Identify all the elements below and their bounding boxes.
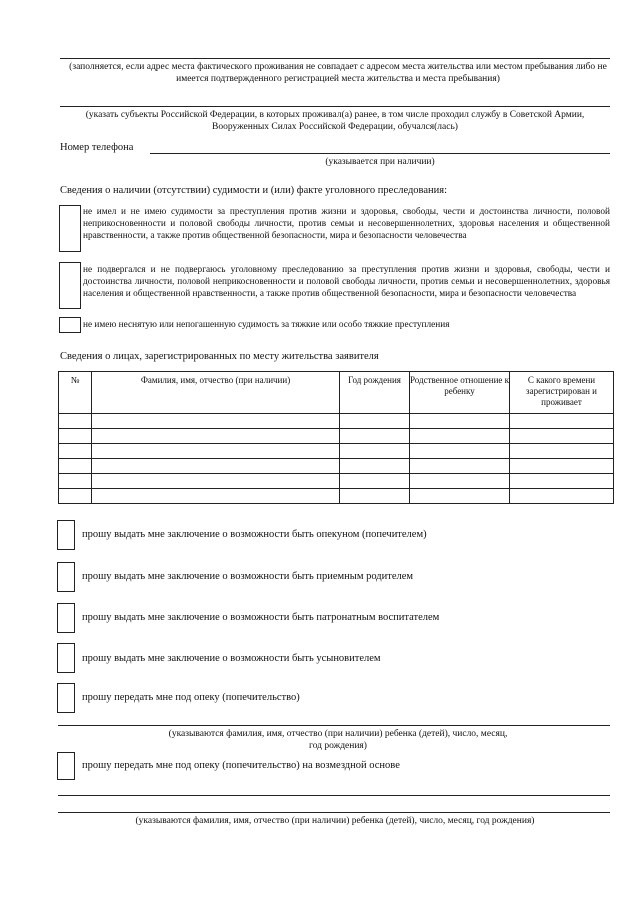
subjects-line[interactable] [60,106,610,107]
request-checkbox-foster[interactable] [57,562,75,592]
phone-caption: (указывается при наличии) [325,157,435,167]
table-header-row [59,372,614,414]
table-row [59,429,614,444]
request-checkbox-custody[interactable] [57,683,75,713]
table-cell[interactable] [410,474,510,489]
table-cell[interactable] [92,489,340,504]
request-checkbox-patronage[interactable] [57,603,75,633]
table-cell[interactable] [340,474,410,489]
table-row [59,444,614,459]
request-checkbox-guardian[interactable] [57,520,75,550]
table-cell[interactable] [510,429,614,444]
column-header-birth-year: Год рождения [340,372,410,414]
request-foster-text: прошу выдать мне заключение о возможности быть приемным родителем [82,571,414,582]
criminal-option-2: не подвергался и не подвергаюсь уголовному преследованию за преступления против жизни и здоровья, свободы, чести и достоинства личности, половой неприкосновенности и половой свободы личности, против семьи и несовершеннолетних, здоровья населения и общественной нравственности, а также против общественной безопасности, мира и безопасности человечества [83,265,610,299]
subjects-caption: (указать субъекты Российской Федерации, в которых проживал(а) ранее, в том числе проходил службу в Советской Армии, Вооруженных Силах Российской Федерации, обучался(лась) [85,110,585,132]
request-guardian-text: прошу выдать мне заключение о возможности быть опекуном (попечителем) [82,529,427,540]
table-row [59,459,614,474]
persons-heading: Сведения о лицах, зарегистрированных по месту жительства заявителя [60,351,379,362]
child-info-caption-1: (указываются фамилия, имя, отчество (при наличии) ребенка (детей), число, месяц, год рождения) [168,729,508,751]
table-cell[interactable] [340,444,410,459]
column-header-number: № [59,372,92,414]
table-cell[interactable] [410,489,510,504]
column-header-registered-since: С какого времени зарегистрирован и проживает [510,372,614,414]
table-cell[interactable] [59,459,92,474]
table-cell[interactable] [59,444,92,459]
table-cell[interactable] [92,474,340,489]
table-cell[interactable] [340,429,410,444]
table-cell[interactable] [59,429,92,444]
criminal-checkbox-2[interactable] [59,262,81,309]
criminal-option-1: не имел и не имею судимости за преступления против жизни и здоровья, свободы, чести и достоинства личности, половой неприкосновенности и половой свободы личности, против семьи и несовершеннолетних, здоровья населения и общественной нравственности, а также против общественной безопасности, мира и безопасности человечества [83,207,610,241]
column-header-relation: Родственное отношение к ребенку [410,372,510,414]
persons-table [58,371,614,504]
table-cell[interactable] [92,459,340,474]
table-row [59,489,614,504]
column-header-name: Фамилия, имя, отчество (при наличии) [92,372,340,414]
table-cell[interactable] [59,489,92,504]
child-info-line-1[interactable] [58,725,610,726]
criminal-checkbox-3[interactable] [59,317,81,333]
criminal-option-3: не имею неснятую или непогашенную судимость за тяжкие или особо тяжкие преступления [83,320,450,330]
child-info-line-2a[interactable] [58,795,610,796]
table-cell[interactable] [410,444,510,459]
table-cell[interactable] [92,429,340,444]
table-cell[interactable] [92,414,340,429]
table-cell[interactable] [410,414,510,429]
table-cell[interactable] [510,414,614,429]
table-row [59,474,614,489]
table-cell[interactable] [510,444,614,459]
table-cell[interactable] [340,414,410,429]
table-cell[interactable] [510,474,614,489]
table-cell[interactable] [510,459,614,474]
residence-address-line[interactable] [60,58,610,59]
request-paid-custody-text: прошу передать мне под опеку (попечительство) на возмездной основе [82,760,400,771]
table-cell[interactable] [510,489,614,504]
table-row [59,414,614,429]
phone-input-line[interactable] [150,153,610,154]
table-cell[interactable] [92,444,340,459]
table-cell[interactable] [410,429,510,444]
request-checkbox-paid-custody[interactable] [57,752,75,780]
request-patronage-text: прошу выдать мне заключение о возможности быть патронатным воспитателем [82,612,440,623]
table-cell[interactable] [340,459,410,474]
criminal-heading: Сведения о наличии (отсутствии) судимости и (или) факте уголовного преследования: [60,185,448,196]
phone-label: Номер телефона [60,142,134,153]
request-checkbox-adopter[interactable] [57,643,75,673]
child-info-line-2b[interactable] [58,812,610,813]
table-cell[interactable] [59,474,92,489]
table-cell[interactable] [410,459,510,474]
request-adopter-text: прошу выдать мне заключение о возможности быть усыновителем [82,653,381,664]
criminal-checkbox-1[interactable] [59,205,81,252]
residence-caption: (заполняется, если адрес места фактического проживания не совпадает с адресом места жительства или местом пребывания либо не имеется подтвержденного регистрацией места жительства и места пребывания) [69,62,607,84]
table-cell[interactable] [340,489,410,504]
request-custody-text: прошу передать мне под опеку (попечительство) [82,692,300,703]
child-info-caption-2: (указываются фамилия, имя, отчество (при наличии) ребенка (детей), число, месяц, год рождения) [135,816,535,826]
table-cell[interactable] [59,414,92,429]
